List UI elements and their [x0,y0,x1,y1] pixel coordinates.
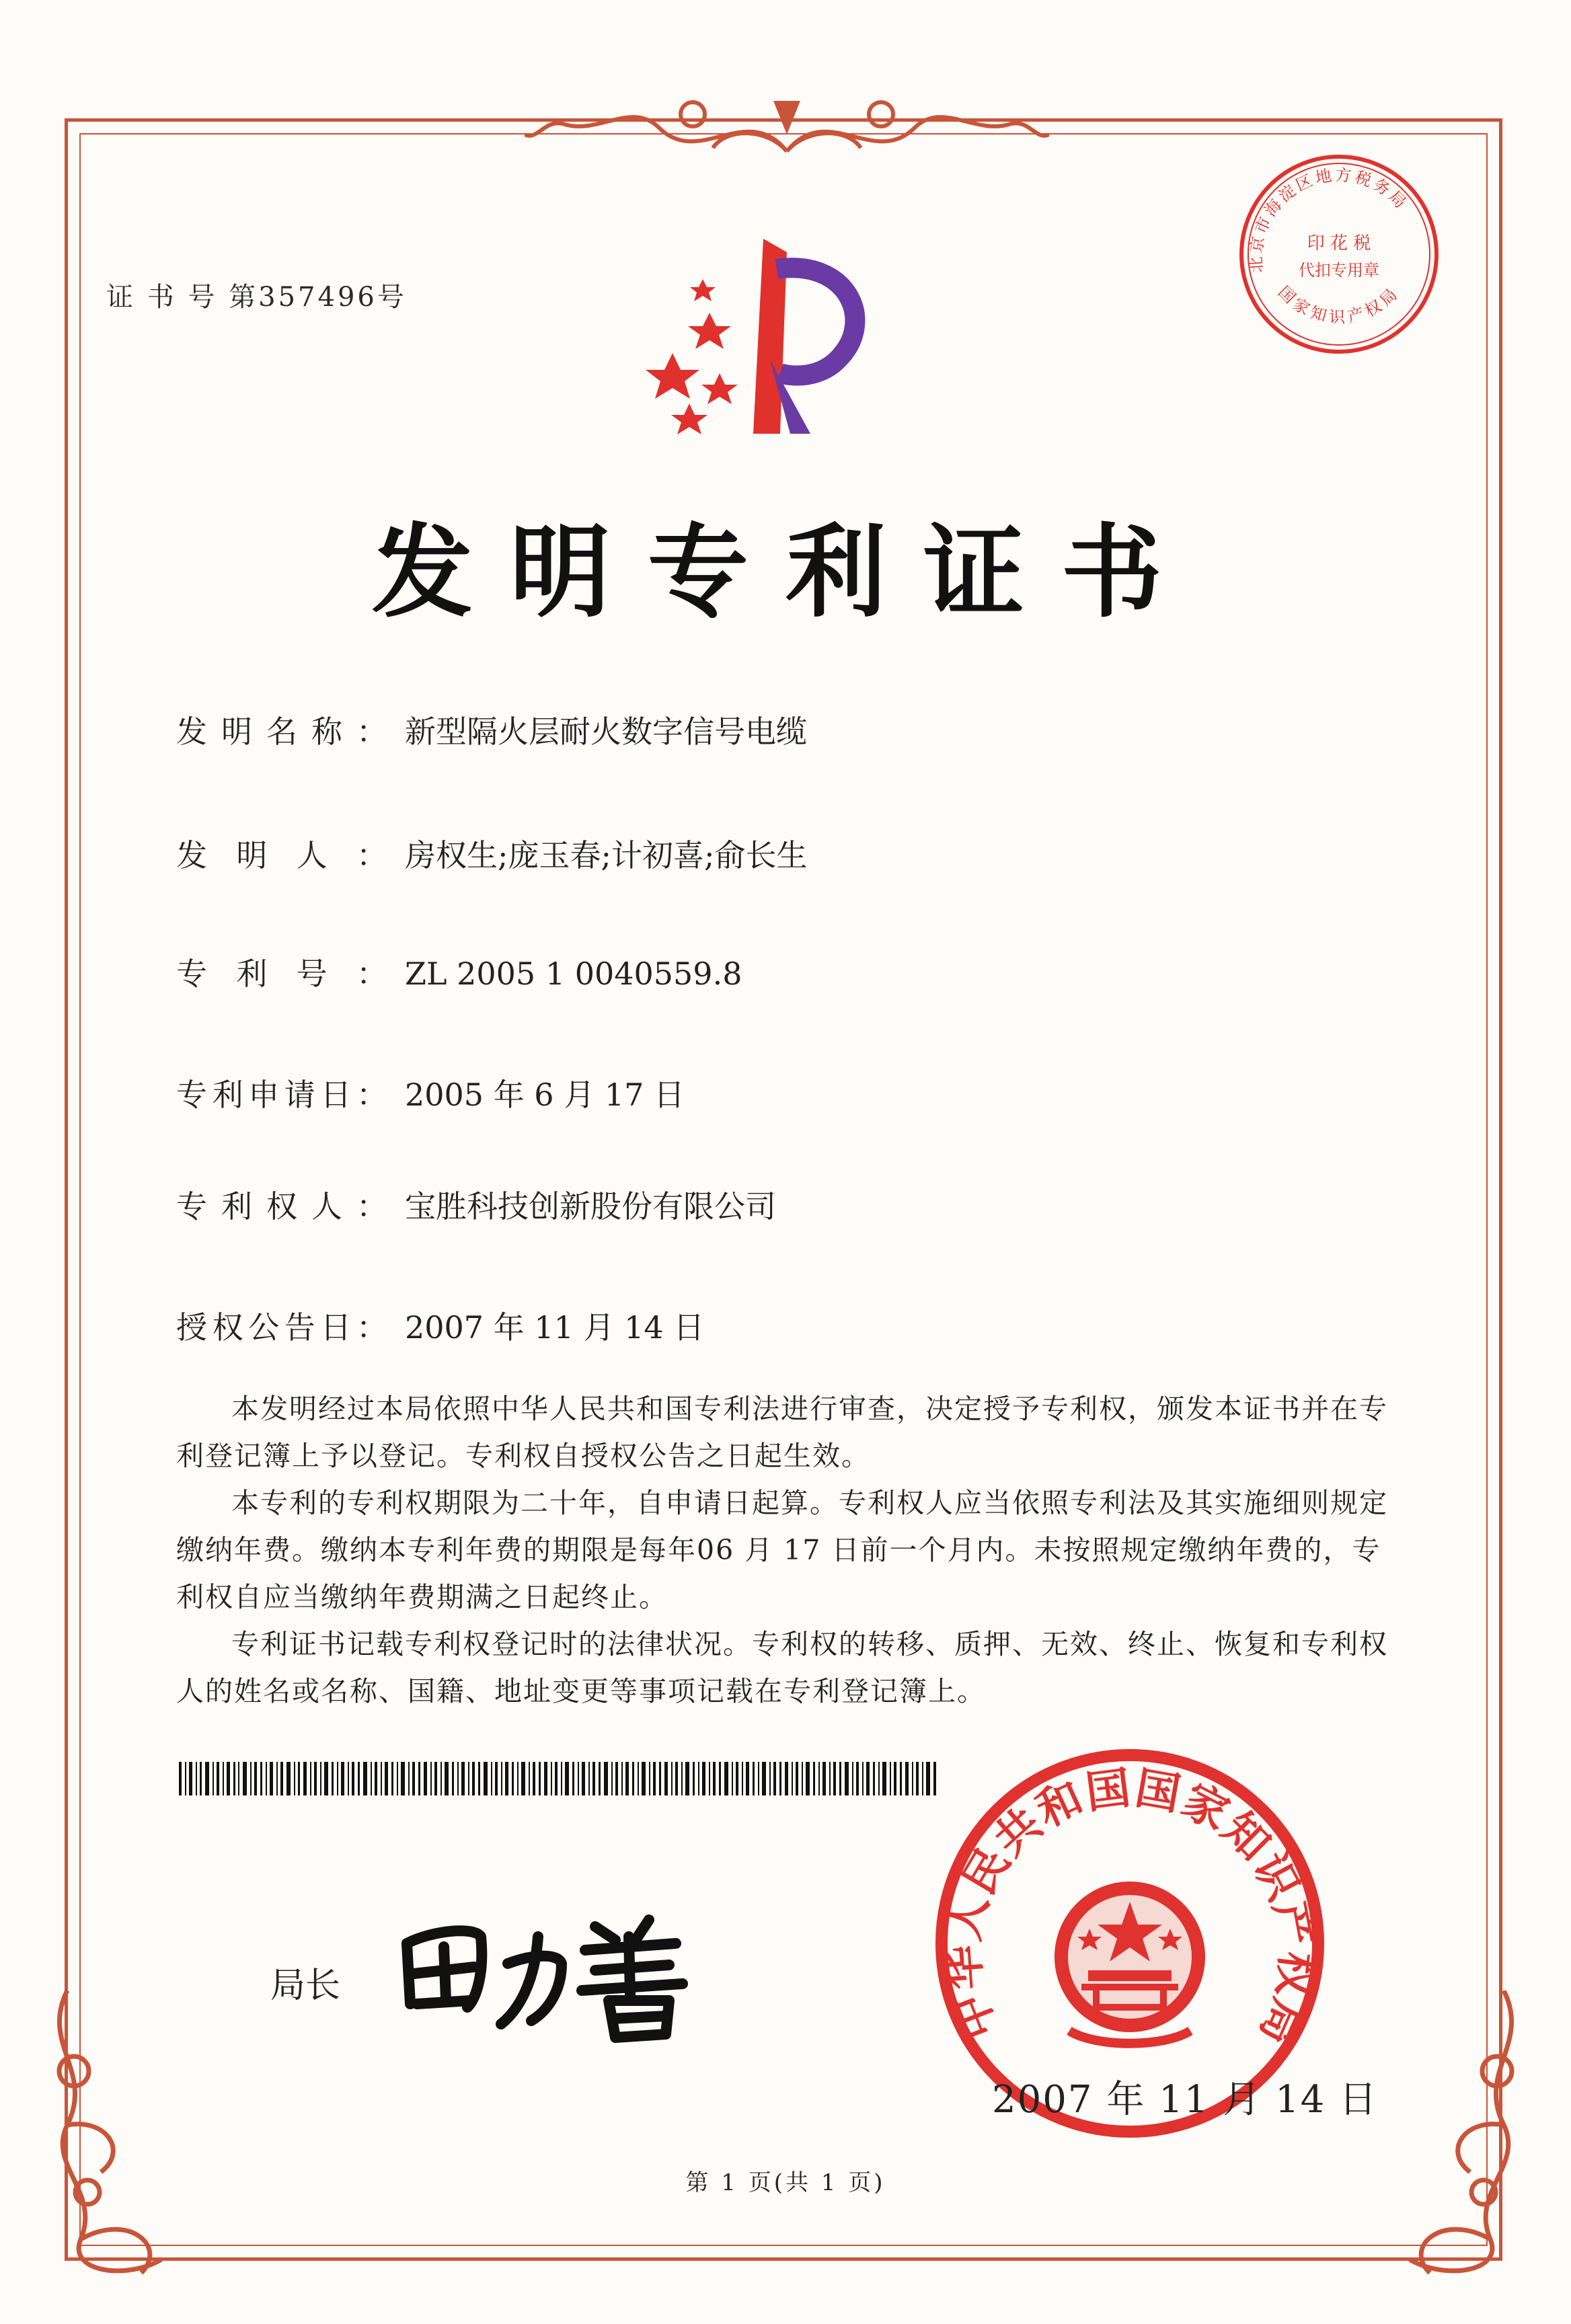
body-paragraph: 本专利的专利权期限为二十年，自申请日起算。专利权人应当依照专利法及其实施细则规定缴纳年费。缴纳本专利年费的期限是每年06 月 17 日前一个月内。未按照规定缴纳年费的，专利权自应当缴纳年费期满之日起终止。 [176,1487,1388,1613]
field-inventors [176,831,808,876]
director-signature [393,1890,703,2044]
field-label: 专利申请日： [176,1077,391,1113]
field-invention-name [176,707,807,752]
field-patentee [176,1182,776,1227]
field-label: 发明名称： [176,713,391,750]
field-value: ZL 2005 1 0040559.8 [405,956,742,992]
field-application-date [176,1071,685,1115]
svg-text:国家知识产权局: 国家知识产权局 [1274,282,1404,327]
body-paragraph: 专利证书记载专利权登记时的法律状况。专利权的转移、质押、无效、终止、恢复和专利权人的姓名或名称、国籍、地址变更等事项记载在专利登记簿上。 [176,1628,1388,1707]
svg-text:北京市海淀区地方税务局: 北京市海淀区地方税务局 [1246,165,1412,274]
field-value: 新型隔火层耐火数字信号电缆 [405,713,807,750]
svg-text:代扣专用章: 代扣专用章 [1299,261,1379,280]
page-number: 第 1 页(共 1 页) [685,2169,886,2196]
body-paragraph: 本发明经过本局依照中华人民共和国专利法进行审查，决定授予专利权，颁发本证书并在专利登记簿上予以登记。专利权自授权公告之日起生效。 [176,1393,1388,1472]
field-value: 宝胜科技创新股份有限公司 [405,1188,776,1225]
svg-text:印 花 税: 印 花 税 [1307,233,1371,254]
bottom-right-ornament [1329,1990,1544,2300]
field-label: 授权公告日： [176,1309,391,1346]
issue-date: 2007 年 11 月 14 日 [992,2078,1379,2122]
field-grant-date [176,1303,704,1348]
field-patent-number [176,950,742,994]
top-ornament [525,87,1049,168]
svg-text:中华人民共和国国家知识产权局: 中华人民共和国国家知识产权局 [935,1760,1325,2055]
field-label: 专利号： [176,956,391,992]
director-label: 局长 [270,1966,341,2006]
certificate-title: 发明专利证书 [371,513,1199,631]
field-value: 2007 年 11 月 14 日 [405,1309,705,1346]
field-label: 专利权人： [176,1188,391,1225]
field-value: 2005 年 6 月 17 日 [405,1077,685,1113]
certificate-number: 证 书 号 第357496号 [106,282,407,313]
tax-stamp-seal [1236,151,1442,357]
field-value: 房权生;庞玉春;计初喜;俞长生 [405,837,808,874]
field-label: 发明人： [176,837,391,874]
patent-office-emblem [646,239,901,440]
barcode [179,1762,936,1795]
bottom-left-ornament [27,1990,242,2300]
